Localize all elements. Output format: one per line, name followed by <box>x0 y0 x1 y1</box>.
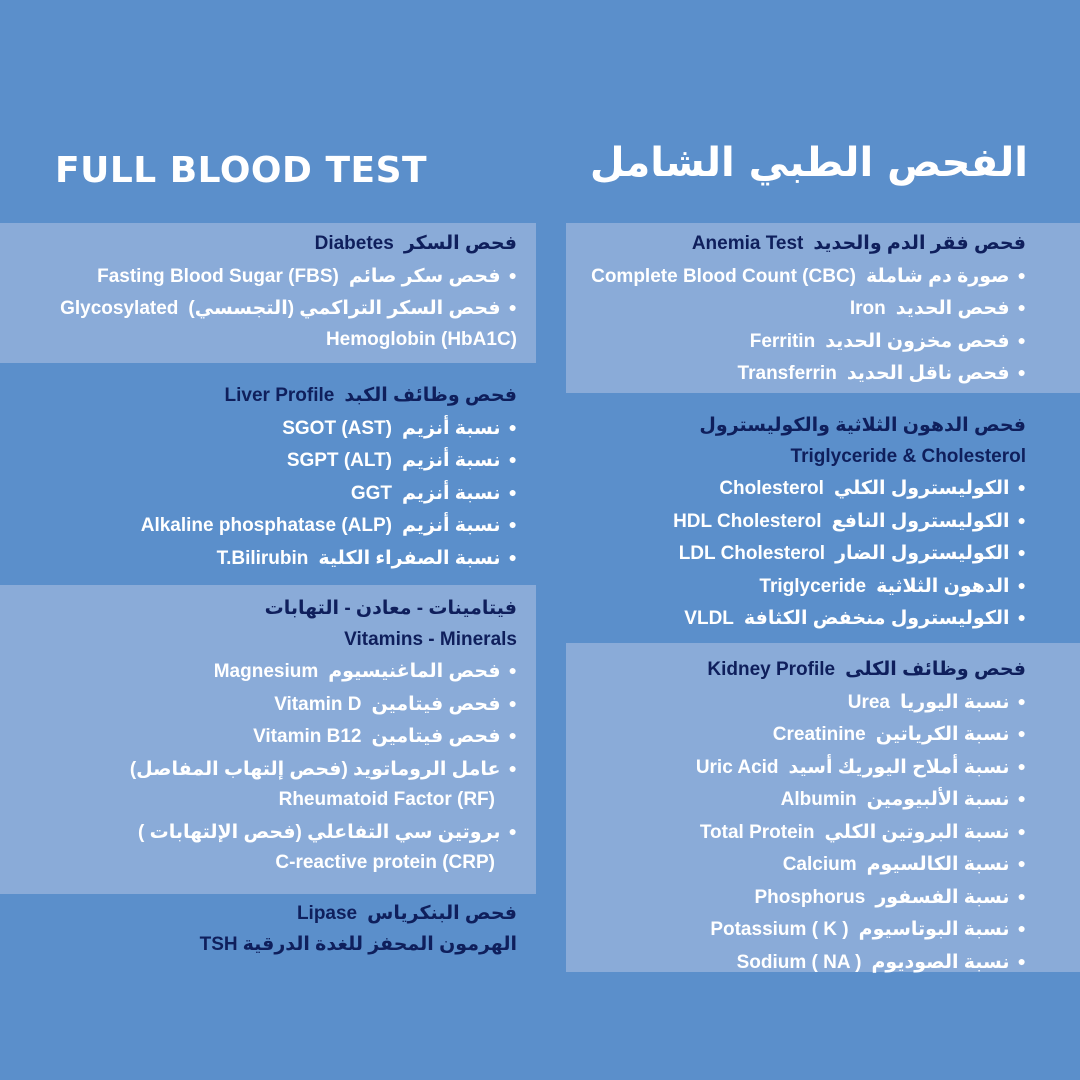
item-arabic: بروتين سي التفاعلي (فحص الإلتهابات ) <box>138 821 501 843</box>
item-english: Cholesterol <box>719 478 824 499</box>
item-arabic: فحص سكر صائم <box>348 265 501 287</box>
list-item-continuation <box>130 785 517 816</box>
other-tests-section <box>200 899 517 960</box>
item-arabic: نسبة أنزيم <box>402 515 501 536</box>
heading-arabic: فحص السكر <box>403 233 517 254</box>
list-item <box>696 686 1026 719</box>
bullet-icon: ● <box>508 299 517 315</box>
list-item <box>591 325 1026 358</box>
item-english: Ferritin <box>749 330 816 352</box>
item-arabic: نسبة أنزيم <box>402 450 501 471</box>
bullet-icon: ● <box>508 418 517 435</box>
item-english: SGOT (AST) <box>282 417 392 439</box>
bullet-icon: ● <box>1017 299 1026 315</box>
item-english: T.Bilirubin <box>216 547 309 569</box>
list-item <box>696 718 1026 751</box>
heading-english: Kidney Profile <box>707 659 836 680</box>
bullet-icon: ● <box>1017 790 1026 806</box>
bullet-icon: ● <box>508 759 517 776</box>
list-item <box>591 260 1026 293</box>
list-item <box>696 751 1026 784</box>
item-english: HDL Cholesterol <box>673 510 822 532</box>
kidney-section <box>696 655 1026 978</box>
item-english: Rheumatoid Factor (RF) <box>278 789 495 810</box>
bullet-icon: ● <box>1017 887 1026 904</box>
bullet-icon: ● <box>508 822 517 839</box>
bullet-icon: ● <box>1017 266 1026 283</box>
heading-arabic: فحص وظائف الكلى <box>845 659 1026 680</box>
bullet-icon: ● <box>1017 511 1026 528</box>
liver-heading <box>141 381 517 412</box>
item-arabic: فحص الحديد <box>895 298 1010 319</box>
bullet-icon: ● <box>1017 855 1026 871</box>
item-arabic: نسبة الكالسيوم <box>866 854 1010 875</box>
bullet-icon: ● <box>1017 920 1026 936</box>
item-arabic: فحص الماغنيسيوم <box>328 661 501 682</box>
item-english: Potassium ( K ) <box>710 919 849 940</box>
item-english: Fasting Blood Sugar (FBS) <box>97 265 339 287</box>
vitamins-section <box>130 594 517 879</box>
list-item <box>696 946 1026 979</box>
item-english: Urea <box>847 691 890 713</box>
bullet-icon: ● <box>508 266 517 283</box>
page-title-english: FULL BLOOD TEST <box>55 150 428 191</box>
item-english: Hemoglobin (HbA1C) <box>325 328 517 350</box>
heading-arabic: فحص فقر الدم والحديد <box>813 233 1026 254</box>
list-item <box>696 783 1026 816</box>
bullet-icon: ● <box>1017 364 1026 380</box>
bullet-icon: ● <box>508 727 517 743</box>
list-item <box>591 292 1026 325</box>
list-item-continuation <box>130 848 517 879</box>
list-item <box>696 913 1026 946</box>
item-english: Magnesium <box>213 661 319 682</box>
list-item <box>673 570 1026 603</box>
heading-english: Anemia Test <box>691 233 804 254</box>
list-item <box>130 720 517 753</box>
bullet-icon: ● <box>1017 576 1026 593</box>
item-arabic: الكوليسترول النافع <box>831 510 1010 532</box>
item-arabic: نسبة الصفراء الكلية <box>318 547 501 569</box>
item-english: Iron <box>849 298 886 319</box>
item-english: SGPT (ALT) <box>286 450 392 471</box>
list-item <box>141 509 517 542</box>
list-item <box>60 260 517 293</box>
bullet-icon: ● <box>1017 692 1026 709</box>
item-english: Total Protein <box>699 821 815 843</box>
vitamins-heading-english <box>130 625 517 656</box>
list-item <box>696 848 1026 881</box>
item-english: Glycosylated <box>60 298 179 319</box>
item-arabic: نسبة البوتاسيوم <box>858 919 1010 940</box>
item-arabic: فحص البنكرياس <box>367 903 517 924</box>
heading-arabic: فحص وظائف الكبد <box>344 385 517 406</box>
item-english: Albumin <box>780 789 857 810</box>
bullet-icon: ● <box>508 516 517 532</box>
item-english: Vitamin B12 <box>253 726 362 747</box>
item-arabic: فحص ناقل الحديد <box>846 363 1010 384</box>
item-english: TSH <box>199 933 238 955</box>
bullet-icon: ● <box>1017 479 1026 495</box>
list-item <box>673 505 1026 538</box>
list-item <box>141 477 517 510</box>
list-item <box>673 537 1026 570</box>
item-english: C-reactive protein (CRP) <box>275 852 495 873</box>
bullet-icon: ● <box>508 548 517 565</box>
item-arabic: الكوليسترول الكلي <box>833 478 1010 499</box>
item-english: Complete Blood Count (CBC) <box>591 265 856 287</box>
item-arabic: صورة دم شاملة <box>866 265 1010 287</box>
bullet-icon: ● <box>1017 757 1026 774</box>
list-item <box>591 357 1026 390</box>
bullet-icon: ● <box>1017 609 1026 625</box>
list-item <box>696 816 1026 849</box>
item-english: Triglyceride <box>759 575 867 597</box>
item-english: Lipase <box>296 903 358 924</box>
item-arabic: نسبة الكرياتين <box>875 724 1010 745</box>
liver-section <box>141 381 517 574</box>
item-arabic: فحص فيتامين <box>371 693 501 715</box>
item-arabic: عامل الروماتويد (فحص إلتهاب المفاصل) <box>129 758 501 780</box>
anemia-section <box>591 229 1026 390</box>
list-item <box>130 655 517 688</box>
item-arabic: نسبة الصوديوم <box>871 951 1010 973</box>
item-arabic: فحص فيتامين <box>371 726 501 747</box>
list-item-continuation <box>60 325 517 356</box>
item-arabic: فحص السكر التراكمي (التجسسي) <box>188 298 501 319</box>
list-item <box>130 688 517 721</box>
item-arabic: نسبة البروتين الكلي <box>824 821 1010 843</box>
diabetes-heading <box>60 229 517 260</box>
item-english: Vitamin D <box>274 693 362 715</box>
bullet-icon: ● <box>508 451 517 467</box>
item-arabic: نسبة أملاح اليوريك أسيد <box>788 756 1010 778</box>
item-english: Creatinine <box>772 724 866 745</box>
anemia-heading <box>591 229 1026 260</box>
list-item <box>696 881 1026 914</box>
list-item <box>673 602 1026 635</box>
kidney-heading <box>696 655 1026 686</box>
vitamins-heading-arabic: فيتامينات - معادن - التهابات <box>264 598 517 619</box>
bullet-icon: ● <box>1017 725 1026 741</box>
heading-english: Liver Profile <box>224 385 335 406</box>
item-english: VLDL <box>684 608 734 629</box>
item-english: Transferrin <box>737 363 837 384</box>
item-arabic: الكوليسترول الضار <box>835 543 1010 564</box>
bullet-icon: ● <box>508 694 517 711</box>
bullet-icon: ● <box>1017 544 1026 560</box>
item-english: Uric Acid <box>695 756 779 778</box>
list-item <box>141 542 517 575</box>
diabetes-section <box>60 229 517 355</box>
item-arabic: الكوليسترول منخفض الكثافة <box>743 608 1010 629</box>
item-english: Sodium ( NA ) <box>736 951 862 973</box>
item-arabic: فحص مخزون الحديد <box>825 330 1010 352</box>
item-arabic: الدهون الثلاثية <box>876 575 1010 597</box>
heading-english: Triglyceride & Cholesterol <box>790 445 1026 467</box>
heading-english: Vitamins - Minerals <box>344 628 517 650</box>
bullet-icon: ● <box>508 483 517 500</box>
item-english: GGT <box>350 482 392 504</box>
lipids-heading-english <box>673 442 1026 473</box>
heading-english: Diabetes <box>314 233 394 254</box>
lipase-line <box>200 899 517 930</box>
list-item <box>130 753 517 786</box>
list-item <box>673 472 1026 505</box>
list-item <box>141 412 517 445</box>
list-item <box>60 292 517 325</box>
bullet-icon: ● <box>508 662 517 678</box>
item-arabic: نسبة أنزيم <box>402 417 501 439</box>
item-arabic: نسبة أنزيم <box>402 482 501 504</box>
page-title-arabic: الفحص الطبي الشامل <box>589 140 1028 186</box>
bullet-icon: ● <box>1017 331 1026 348</box>
lipids-heading-arabic: فحص الدهون الثلاثية والكوليسترول <box>699 415 1026 436</box>
lipids-section <box>673 411 1026 635</box>
item-arabic: نسبة الفسفور <box>875 886 1010 908</box>
item-english: Phosphorus <box>754 886 866 908</box>
list-item <box>141 444 517 477</box>
item-arabic: نسبة الألبيومين <box>866 789 1010 810</box>
item-arabic: نسبة اليوريا <box>899 691 1010 713</box>
item-english: Alkaline phosphatase (ALP) <box>140 515 392 536</box>
list-item <box>130 816 517 849</box>
bullet-icon: ● <box>1017 822 1026 839</box>
bullet-icon: ● <box>1017 952 1026 969</box>
item-english: LDL Cholesterol <box>678 543 826 564</box>
tsh-line <box>200 930 517 961</box>
item-arabic: الهرمون المحفز للغدة الدرقية <box>242 933 517 955</box>
item-english: Calcium <box>782 854 857 875</box>
